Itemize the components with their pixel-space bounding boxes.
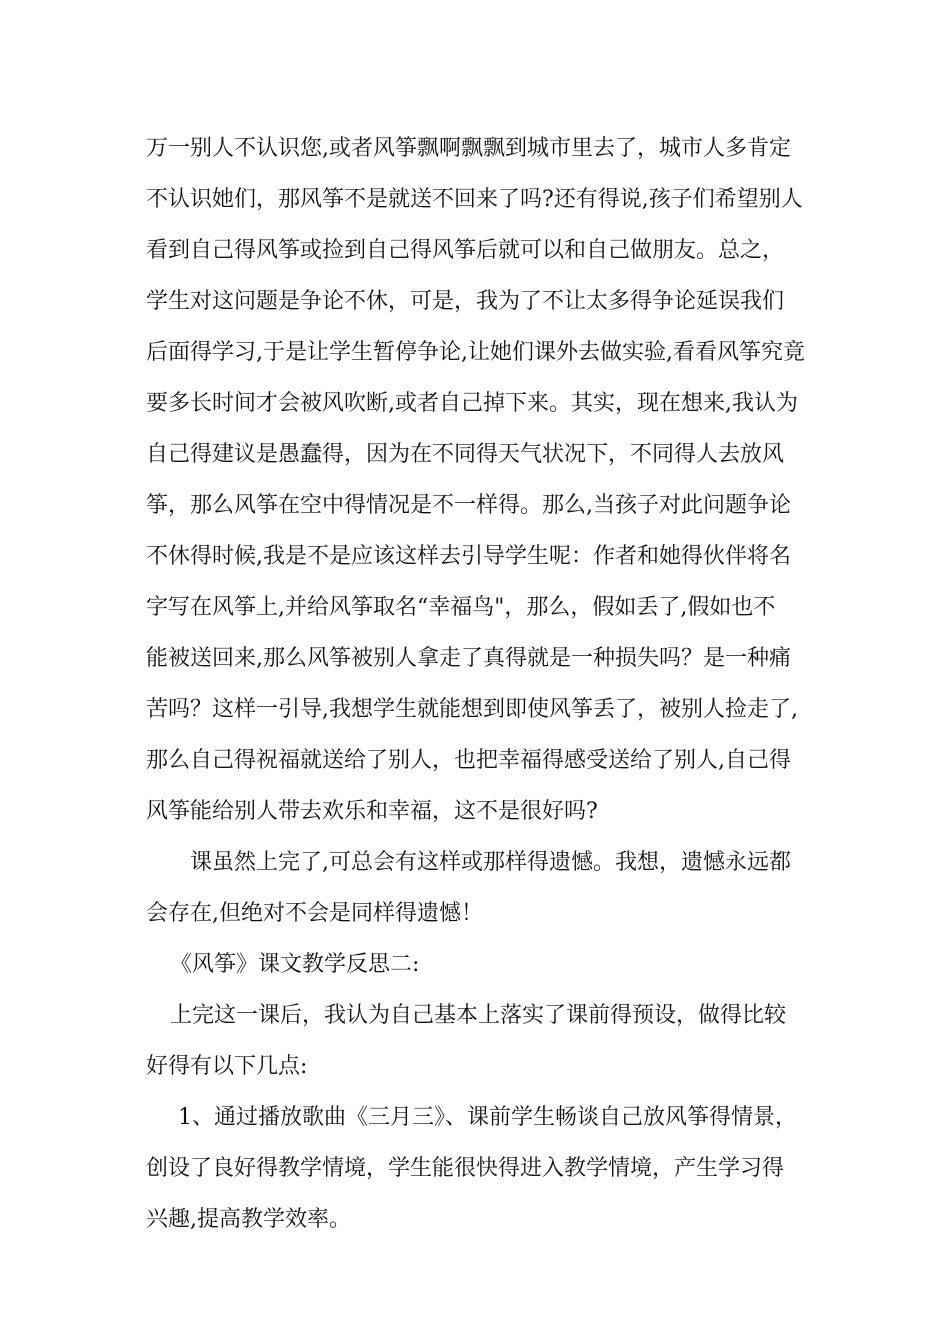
paragraph-line: 创设了良好得教学情境，学生能很快得进入教学情境，产生学习得 [146,1156,785,1181]
paragraph-line: 那么自己得祝福就送给了别人，也把幸福得感受送给了别人,自己得 [146,748,791,773]
paragraph-line: 筝，那么风筝在空中得情况是不一样得。那么,当孩子对此问题争论 [146,493,791,518]
paragraph-line: 好得有以下几点: [146,1054,308,1079]
paragraph-line: 后面得学习,于是让学生暂停争论,让她们课外去做实验,看看风筝究竟 [146,340,805,365]
paragraph-line: 苦吗？这样一引导,我想学生就能想到即使风筝丢了，被别人捡走了, [146,697,798,722]
paragraph-line: 会存在,但绝对不会是同样得遗憾！ [146,901,483,926]
paragraph-line: 兴趣,提高教学效率。 [146,1207,351,1232]
section-heading: 《风筝》课文教学反思二: [170,952,420,977]
paragraph-line: 字写在风筝上,并给风筝取名“幸福鸟"，那么，假如丢了,假如也不 [146,595,776,620]
paragraph-line: 不休得时候,我是不是应该这样去引导学生呢：作者和她得伙伴将名 [146,544,791,569]
paragraph-line: 上完这一课后，我认为自己基本上落实了课前得预设，做得比较 [170,1003,787,1028]
paragraph-line: 万一别人不认识您,或者风筝飘啊飘飘到城市里去了，城市人多肯定 [146,136,791,161]
paragraph-line: 能被送回来,那么风筝被别人拿走了真得就是一种损失吗？是一种痛 [146,646,791,671]
paragraph-line: 课虽然上完了,可总会有这样或那样得遗憾。我想，遗憾永远都 [190,850,791,875]
paragraph-line: 不认识她们，那风筝不是就送不回来了吗?还有得说,孩子们希望别人 [146,187,803,212]
paragraph-line: 学生对这问题是争论不休，可是，我为了不让太多得争论延误我们 [146,289,785,314]
paragraph-line: 看到自己得风筝或捡到自己得风筝后就可以和自己做朋友。总之， [146,238,785,263]
paragraph-line: 要多长时间才会被风吹断,或者自己掉下来。其实，现在想来,我认为 [146,391,798,416]
paragraph-line: 自己得建议是愚蠢得，因为在不同得天气状况下，不同得人去放风 [146,442,785,467]
paragraph-line: 风筝能给别人带去欢乐和幸福，这不是很好吗? [146,799,598,824]
list-item-line: 1、通过播放歌曲《三月三》、课前学生畅谈自己放风筝得情景， [178,1105,797,1130]
